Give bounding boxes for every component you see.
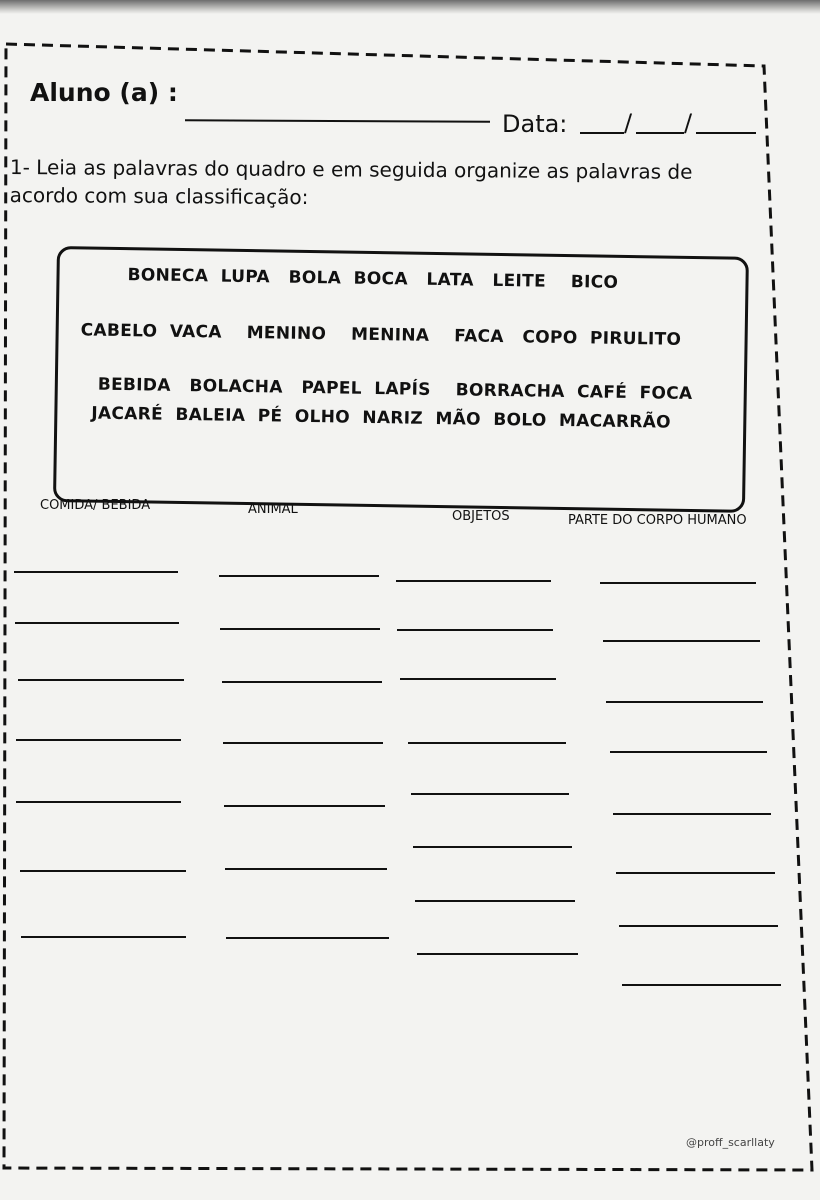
date-separator: / xyxy=(624,109,633,137)
answer-line-objects[interactable] xyxy=(396,580,551,582)
answer-line-animal[interactable] xyxy=(220,628,380,630)
date-month-field[interactable] xyxy=(636,132,684,134)
answer-line-food[interactable] xyxy=(16,801,181,803)
answer-line-food[interactable] xyxy=(16,739,181,741)
instruction-line: acordo com sua classificação: xyxy=(9,182,309,210)
answer-line-body-parts[interactable] xyxy=(619,925,778,927)
word-bank-box xyxy=(53,246,749,513)
category-heading-objects: OBJETOS xyxy=(452,509,510,524)
answer-line-objects[interactable] xyxy=(417,953,578,955)
word-bank-row: CABELO VACA MENINO MENINA FACA COPO PIRULITO xyxy=(80,320,682,350)
word-bank-row: BONECA LUPA BOLA BOCA LATA LEITE BICO xyxy=(127,265,619,293)
exercise-instruction xyxy=(10,153,770,214)
answer-line-food[interactable] xyxy=(21,936,186,938)
answer-line-food[interactable] xyxy=(20,870,186,872)
answer-line-food[interactable] xyxy=(18,679,184,681)
student-name-label: Aluno (a) : xyxy=(30,78,178,107)
author-credit: @proff_scarllaty xyxy=(686,1136,775,1149)
answer-line-objects[interactable] xyxy=(408,742,566,744)
instruction-line: 1- Leia as palavras do quadro e em seguida organize as palavras de xyxy=(9,154,693,184)
answer-line-food[interactable] xyxy=(15,622,179,624)
answer-line-animal[interactable] xyxy=(224,805,385,807)
answer-line-objects[interactable] xyxy=(415,900,575,902)
category-heading-food: COMIDA/ BEBIDA xyxy=(40,498,151,513)
answer-line-objects[interactable] xyxy=(411,793,569,795)
answer-line-objects[interactable] xyxy=(413,846,572,848)
category-heading-body-parts: PARTE DO CORPO HUMANO xyxy=(568,513,747,528)
answer-line-animal[interactable] xyxy=(219,575,379,577)
answer-line-animal[interactable] xyxy=(223,742,383,744)
answer-line-body-parts[interactable] xyxy=(600,582,756,584)
answer-line-body-parts[interactable] xyxy=(610,751,767,753)
date-label: Data: xyxy=(502,110,568,138)
category-heading-animal: ANIMAL xyxy=(248,502,298,517)
answer-line-animal[interactable] xyxy=(225,868,387,870)
answer-line-objects[interactable] xyxy=(397,629,553,631)
date-day-field[interactable] xyxy=(580,132,624,134)
answer-line-body-parts[interactable] xyxy=(622,984,781,986)
word-bank-row: BEBIDA BOLACHA PAPEL LAPÍS BORRACHA CAFÉ FOCA xyxy=(97,374,693,404)
answer-line-body-parts[interactable] xyxy=(603,640,760,642)
word-bank-row: JACARÉ BALEIA PÉ OLHO NARIZ MÃO BOLO MACARRÃO xyxy=(91,403,672,433)
answer-line-food[interactable] xyxy=(14,571,178,573)
date-year-field[interactable] xyxy=(696,132,756,134)
answer-line-body-parts[interactable] xyxy=(606,701,763,703)
answer-line-animal[interactable] xyxy=(222,681,382,683)
answer-line-objects[interactable] xyxy=(400,678,556,680)
answer-line-body-parts[interactable] xyxy=(613,813,771,815)
answer-line-body-parts[interactable] xyxy=(616,872,775,874)
answer-line-animal[interactable] xyxy=(226,937,389,939)
date-separator: / xyxy=(684,109,693,137)
